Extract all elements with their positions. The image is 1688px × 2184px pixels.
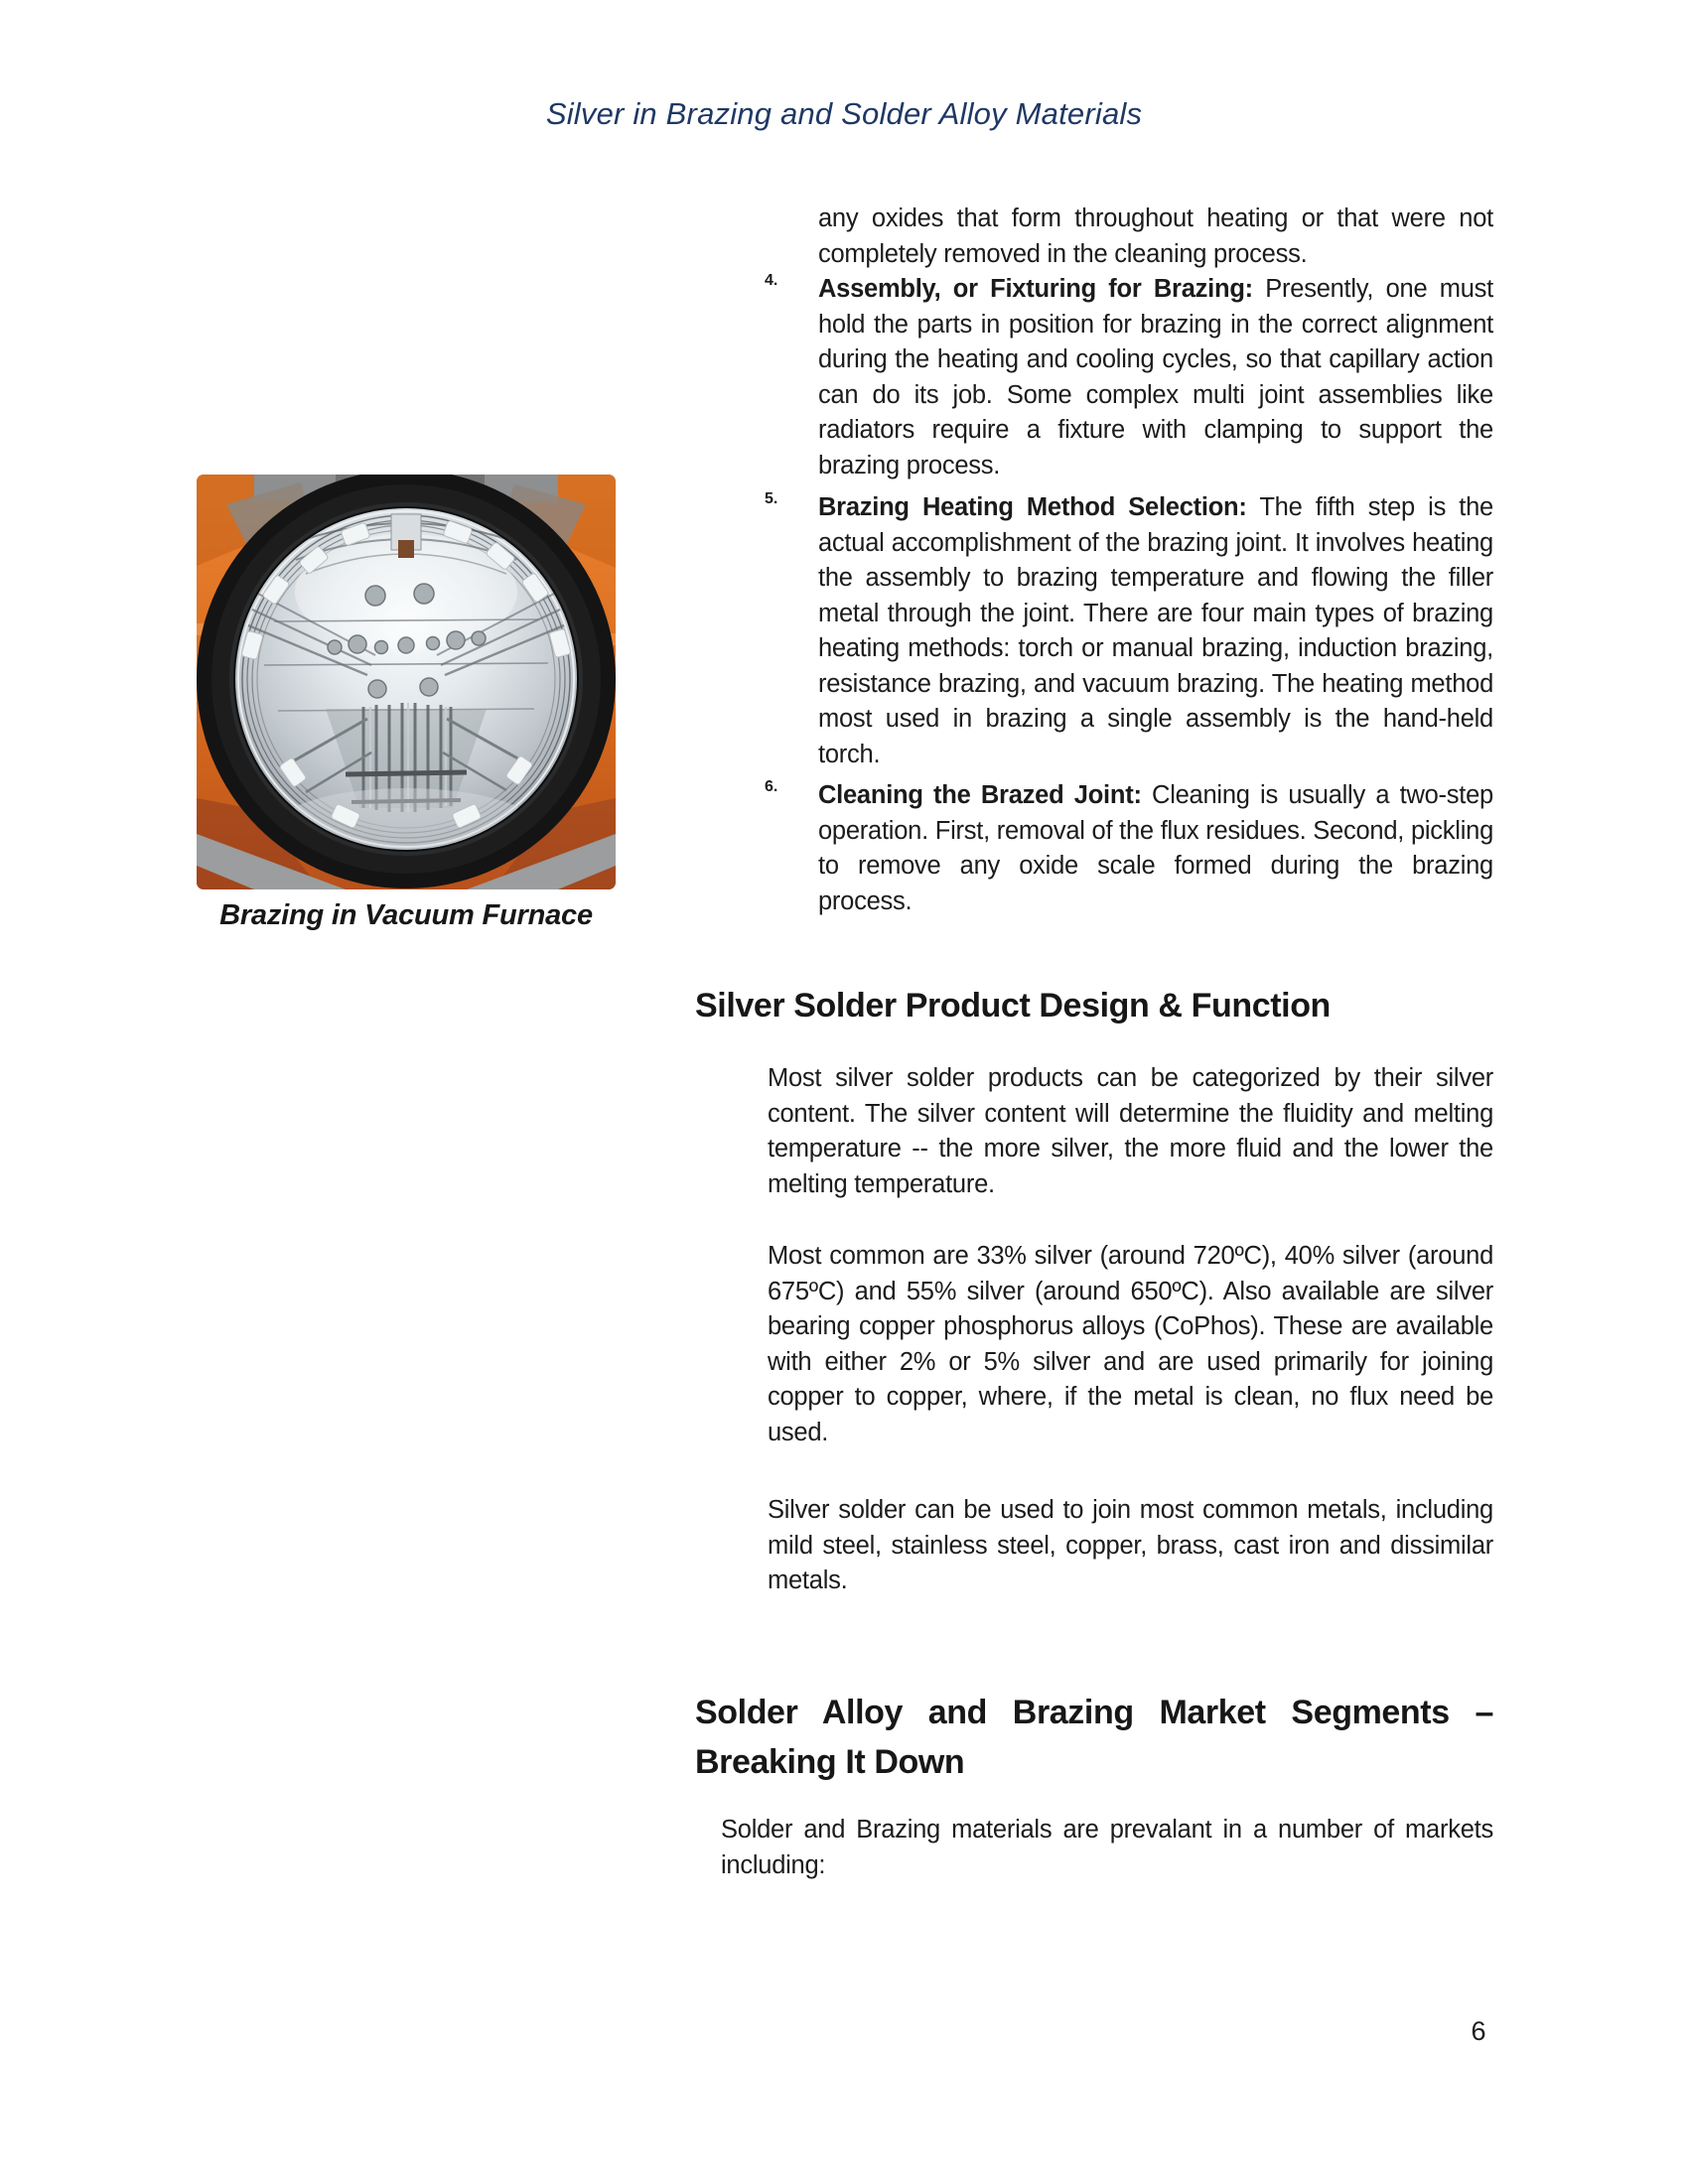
section-heading-line-2: Breaking It Down: [695, 1743, 965, 1781]
list-item-5: [695, 490, 1493, 772]
list-item-5-body: The fifth step is the actual accomplishment of the brazing joint. It involves heating the assembly to brazing temperature and flowing the filler metal through the joint. There are four main types of brazing heating methods: torch or manual brazing, induction brazing, resistance brazing, and vacuum brazing. The heating method most used in brazing a single assembly is the hand-held torch.: [818, 493, 1493, 768]
list-item-6: [695, 778, 1493, 919]
section-heading-market-segments: [695, 1688, 1493, 1787]
section-heading-line-1: Solder Alloy and Brazing Market Segments –: [695, 1694, 1493, 1731]
page-title: Silver in Brazing and Solder Alloy Materials: [545, 96, 1143, 131]
section1-paragraph-3: Silver solder can be used to join most common metals, including mild steel, stainless steel, copper, brass, cast iron and dissimilar metals.: [768, 1496, 1493, 1594]
list-item-6-number: 6.: [765, 778, 778, 795]
list-item-4-text: [818, 272, 1493, 483]
page-number: 6: [1471, 2016, 1486, 2046]
list-item-4-label: Assembly, or Fixturing for Brazing:: [818, 275, 1253, 303]
section2-paragraph: Solder and Brazing materials are prevalant in a number of markets including:: [721, 1816, 1493, 1879]
list-item-4: [695, 272, 1493, 483]
vacuum-furnace-photo: [197, 475, 616, 889]
list-item-5-text: [818, 490, 1493, 772]
section-heading-silver-solder: Silver Solder Product Design & Function: [695, 987, 1331, 1024]
list-item-4-number: 4.: [765, 272, 778, 289]
list-item-5-number: 5.: [765, 490, 778, 507]
section1-paragraph-1: Most silver solder products can be categorized by their silver content. The silver content will determine the fluidity and melting temperature -- the more silver, the more fluid and the lower the melting temperature.: [768, 1064, 1493, 1198]
list-item-6-body: Cleaning is usually a two-step operation. First, removal of the flux residues. Second, pickling to remove any oxide scale formed during the brazing process.: [818, 781, 1493, 915]
list-item-3-continuation: any oxides that form throughout heating or that were not completely removed in the cleaning process.: [818, 205, 1493, 268]
numbered-list-block: [695, 202, 1493, 919]
section1-paragraph-2: Most common are 33% silver (around 720ºC), 40% silver (around 675ºC) and 55% silver (around 650ºC). Also available are silver bearing copper phosphorus alloys (CoPhos). These are available with either 2% or 5% silver and are used primarily for joining copper to copper, where, if the metal is clean, no flux need be used.: [768, 1242, 1493, 1446]
figure-caption: Brazing in Vacuum Furnace: [219, 899, 593, 931]
list-item-6-label: Cleaning the Brazed Joint:: [818, 781, 1142, 809]
list-item-4-body: Presently, one must hold the parts in position for brazing in the correct alignment during the heating and cooling cycles, so that capillary action can do its job. Some complex multi joint assemblies like radiators require a fixture with clamping to support the brazing process.: [818, 275, 1494, 479]
list-item-5-label: Brazing Heating Method Selection:: [818, 493, 1247, 521]
list-item-6-text: [818, 778, 1493, 919]
